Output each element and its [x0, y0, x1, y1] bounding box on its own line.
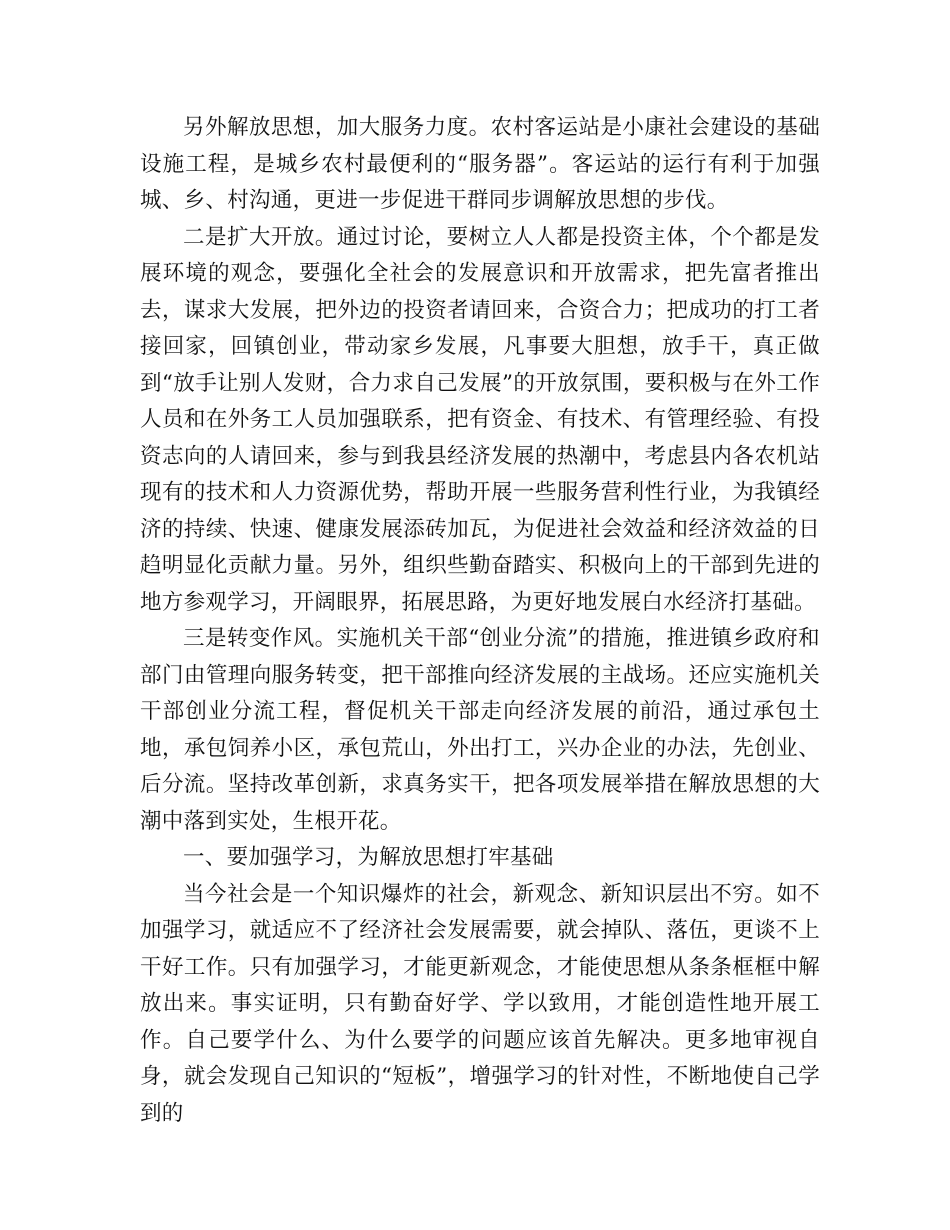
document-page: [140, 110, 820, 1132]
paragraph-expand-opening: 二是扩大开放。通过讨论，要树立人人都是投资主体，个个都是发展环境的观念，要强化全社会的发展意识和开放需求，把先富者推出去，谋求大发展，把外边的投资者请回来，合资合力；把成功的打工者接回家，回镇创业，带动家乡发展，凡事要大胆想，放手干，真正做到“放手让别人发财，合力求自己发展”的开放氛围，要积极与在外工作人员和在外务工人员加强联系，把有资金、有技术、有管理经验、有投资志向的人请回来，参与到我县经济发展的热潮中，考虑县内各农机站现有的技术和人力资源优势，帮助开展一些服务营利性行业，为我镇经济的持续、快速、健康发展添砖加瓦，为促进社会效益和经济效益的日趋明显化贡献力量。另外，组织些勤奋踏实、积极向上的干部到先进的地方参观学习，开阔眼界，拓展思路，为更好地发展白水经济打基础。: [140, 224, 820, 615]
section-heading-strengthen-learning: 一、要加强学习，为解放思想打牢基础: [183, 845, 554, 870]
paragraph-change-work-style: 三是转变作风。实施机关干部“创业分流”的措施，推进镇乡政府和部门由管理向服务转变，把干部推向经济发展的主战场。还应实施机关干部创业分流工程，督促机关干部走向经济发展的前沿，通过承包土地，承包饲养小区，承包荒山，外出打工，兴办企业的办法，先创业、后分流。坚持改革创新，求真务实干，把各项发展举措在解放思想的大潮中落到实处，生根开花。: [140, 626, 820, 834]
paragraph-knowledge-society: 当今社会是一个知识爆炸的社会，新观念、新知识层出不穷。如不加强学习，就适应不了经济社会发展需要，就会掉队、落伍，更谈不上干好工作。只有加强学习，才能更新观念，才能使思想从条条框框中解放出来。事实证明，只有勤奋好学、学以致用，才能创造性地开展工作。自己要学什么、为什么要学的问题应该首先解决。更多地审视自身，就会发现自己知识的“短板”，增强学习的针对性，不断地使自己学到的: [140, 881, 820, 1126]
paragraph-open-up-services: 另外解放思想，加大服务力度。农村客运站是小康社会建设的基础设施工程，是城乡农村最便利的“服务器”。客运站的运行有利于加强城、乡、村沟通，更进一步促进干群同步调解放思想的步伐。: [140, 115, 820, 213]
